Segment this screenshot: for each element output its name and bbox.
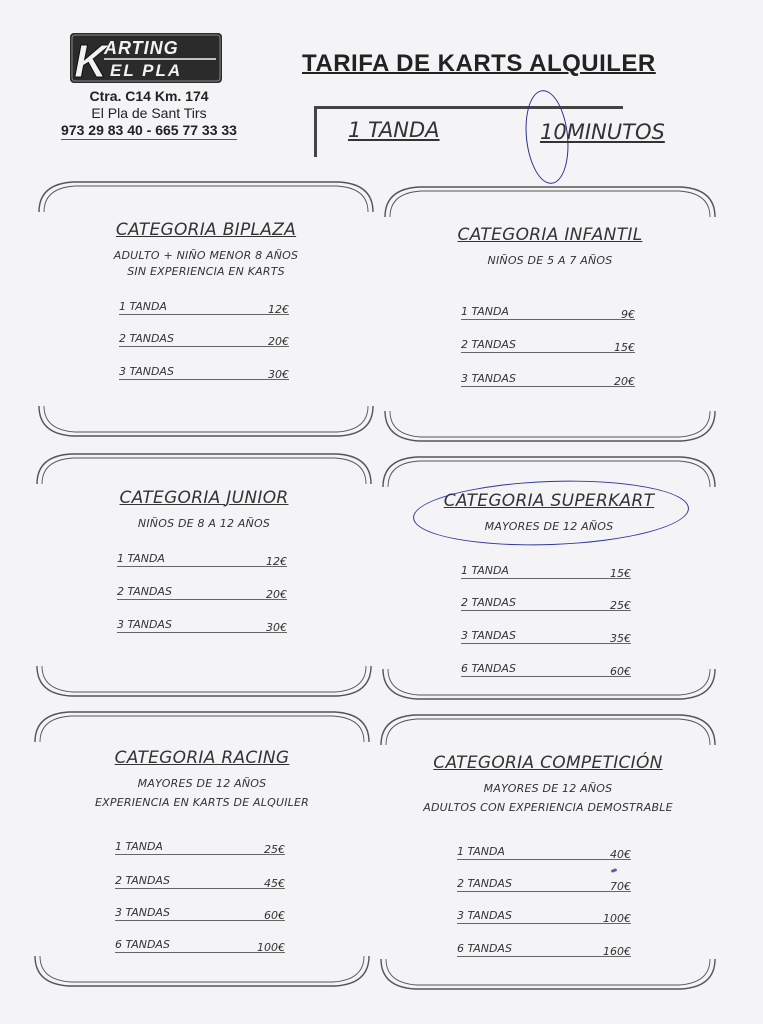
price-label: 1 TANDA <box>115 840 163 853</box>
card-competicion <box>379 711 717 993</box>
price-row <box>115 872 285 889</box>
price-value: 45€ <box>264 877 285 890</box>
price-label: 3 TANDAS <box>115 906 170 919</box>
frame-stroke <box>42 666 366 692</box>
price-row <box>119 363 289 380</box>
price-label: 1 TANDA <box>117 552 165 565</box>
price-value: 30€ <box>266 621 287 634</box>
address-road: Ctra. C14 Km. 174 <box>89 88 209 104</box>
price-row <box>119 330 289 347</box>
price-value: 15€ <box>614 341 635 354</box>
price-label: 2 TANDAS <box>115 874 170 887</box>
page-title: TARIFA DE KARTS ALQUILER <box>302 50 656 77</box>
frame-stroke <box>390 411 710 437</box>
price-row <box>461 562 631 579</box>
frame-stroke <box>44 406 368 432</box>
frame-stroke <box>37 666 371 696</box>
card-subtitle-2: ADULTOS CON EXPERIENCIA DEMOSTRABLE <box>423 801 673 814</box>
price-label: 3 TANDAS <box>461 629 516 642</box>
frame-stroke <box>39 406 373 436</box>
frame-stroke <box>42 458 366 484</box>
address-phones: 973 29 83 40 - 665 77 33 33 <box>61 122 237 138</box>
price-value: 40€ <box>610 848 631 861</box>
address-block <box>40 88 258 140</box>
logo-graphic <box>70 33 222 83</box>
price-label: 6 TANDAS <box>115 938 170 951</box>
price-label: 3 TANDAS <box>119 365 174 378</box>
frame-stroke <box>381 959 715 989</box>
card-title: CATEGORIA COMPETICIÓN <box>433 753 663 773</box>
price-label: 6 TANDAS <box>461 662 516 675</box>
frame-stroke <box>35 956 369 986</box>
price-row <box>461 303 635 320</box>
price-value: 100€ <box>603 912 631 925</box>
card-title: CATEGORIA JUNIOR <box>119 488 289 508</box>
price-row <box>117 550 287 567</box>
card-junior <box>35 450 373 700</box>
card-subtitle-2: SIN EXPERIENCIA EN KARTS <box>127 265 285 278</box>
price-value: 15€ <box>610 567 631 580</box>
karting-logo <box>70 33 222 83</box>
price-label: 6 TANDAS <box>457 942 512 955</box>
frame-stroke <box>385 411 715 441</box>
price-row <box>457 907 631 924</box>
price-row <box>461 370 635 387</box>
frame-stroke <box>35 712 369 742</box>
price-row <box>461 627 631 644</box>
price-value: 160€ <box>603 945 631 958</box>
price-value: 60€ <box>264 909 285 922</box>
price-label: 2 TANDAS <box>117 585 172 598</box>
logo-letter: K <box>74 35 108 83</box>
price-value: 12€ <box>268 303 289 316</box>
price-label: 1 TANDA <box>457 845 505 858</box>
frame-stroke <box>40 956 364 982</box>
frame-stroke <box>39 182 373 212</box>
price-value: 70€ <box>610 880 631 893</box>
card-infantil <box>383 183 717 445</box>
frame-stroke <box>386 719 710 745</box>
card-subtitle-2: EXPERIENCIA EN KARTS DE ALQUILER <box>95 796 309 809</box>
card-biplaza <box>37 178 375 440</box>
card-title: CATEGORIA SUPERKART <box>443 491 655 511</box>
price-value: 25€ <box>264 843 285 856</box>
price-row <box>115 904 285 921</box>
logo-line2: EL PLA <box>110 61 183 80</box>
price-row <box>457 940 631 957</box>
price-label: 1 TANDA <box>461 564 509 577</box>
price-row <box>119 298 289 315</box>
frame-stroke <box>386 959 710 985</box>
card-subtitle-1: MAYORES DE 12 AÑOS <box>484 520 614 533</box>
price-row <box>117 616 287 633</box>
frame-stroke <box>40 716 364 742</box>
card-title: CATEGORIA RACING <box>114 748 290 768</box>
price-label: 2 TANDAS <box>461 596 516 609</box>
card-subtitle-1: ADULTO + NIÑO MENOR 8 AÑOS <box>113 249 299 262</box>
price-value: 35€ <box>610 632 631 645</box>
card-subtitle-1: NIÑOS DE 5 A 7 AÑOS <box>487 254 613 267</box>
frame-stroke <box>37 454 371 484</box>
frame-stroke <box>385 187 715 217</box>
price-value: 25€ <box>610 599 631 612</box>
price-label: 1 TANDA <box>119 300 167 313</box>
price-row <box>461 336 635 353</box>
price-value: 20€ <box>614 375 635 388</box>
price-row <box>115 838 285 855</box>
price-label: 2 TANDAS <box>119 332 174 345</box>
frame-stroke <box>390 191 710 217</box>
tanda-minutes: 10MINUTOS <box>540 120 665 144</box>
price-label: 1 TANDA <box>461 305 509 318</box>
price-value: 30€ <box>268 368 289 381</box>
price-value: 20€ <box>266 588 287 601</box>
frame-stroke <box>381 715 715 745</box>
handwritten-circle <box>521 88 573 186</box>
price-row <box>457 875 631 892</box>
price-label: 3 TANDAS <box>457 909 512 922</box>
address-town: El Pla de Sant Tirs <box>91 105 207 121</box>
card-subtitle-1: NIÑOS DE 8 A 12 AÑOS <box>137 517 271 530</box>
card-racing <box>33 708 371 990</box>
card-superkart <box>381 453 717 703</box>
card-title: CATEGORIA INFANTIL <box>457 225 643 245</box>
logo-line1: ARTING <box>104 38 179 58</box>
card-title: CATEGORIA BIPLAZA <box>115 220 297 240</box>
frame-stroke <box>44 186 368 212</box>
price-label: 3 TANDAS <box>461 372 516 385</box>
price-row <box>457 843 631 860</box>
price-row <box>117 583 287 600</box>
price-row <box>115 936 285 953</box>
tanda-count: 1 TANDA <box>348 118 440 142</box>
price-label: 2 TANDAS <box>461 338 516 351</box>
price-row <box>461 660 631 677</box>
price-value: 100€ <box>257 941 285 954</box>
price-value: 12€ <box>266 555 287 568</box>
price-value: 60€ <box>610 665 631 678</box>
price-row <box>461 594 631 611</box>
price-value: 9€ <box>621 308 635 321</box>
price-label: 2 TANDAS <box>457 877 512 890</box>
price-value: 20€ <box>268 335 289 348</box>
price-label: 3 TANDAS <box>117 618 172 631</box>
card-subtitle-1: MAYORES DE 12 AÑOS <box>137 777 267 790</box>
card-subtitle-1: MAYORES DE 12 AÑOS <box>483 782 613 795</box>
